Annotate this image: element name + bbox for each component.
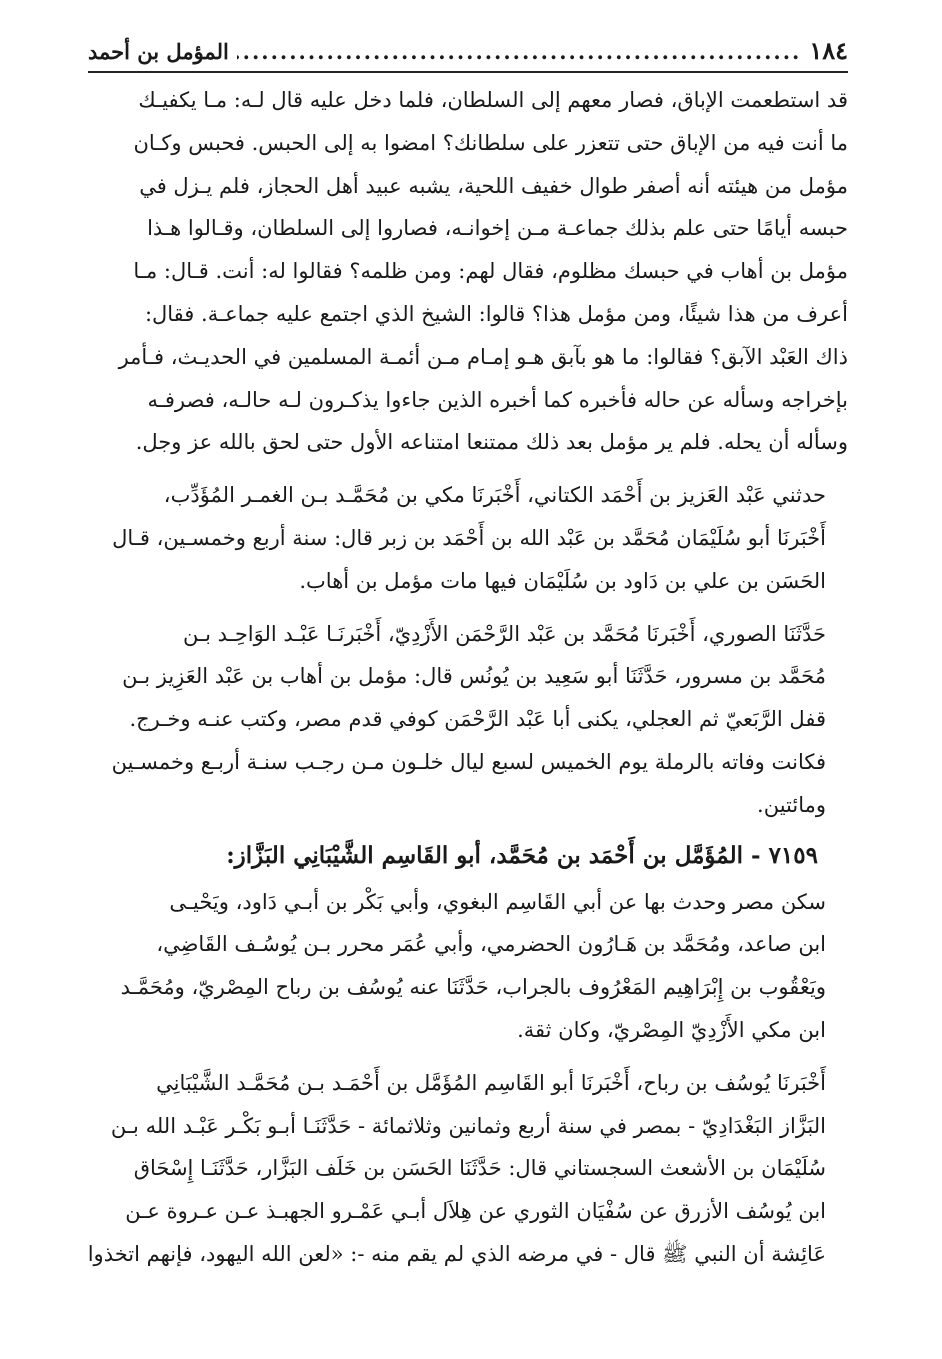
text-line: ابن يُوسُف الأزرق عن سُفْيَان الثوري عن هِلاَل أبـي عَمْـرو الجهبـذ عـن عـروة عـن	[125, 1199, 826, 1224]
text-line: ما أنت فيه من الإباق حتى تتعزر على سلطانك؟ امضوا به إلى الحبس. فحبس وكـان	[133, 130, 848, 155]
page-number: ١٨٤	[809, 36, 848, 65]
book-page	[88, 36, 848, 1276]
text-line: ذاك العَبْد الآبق؟ فقالوا: ما هو بآبق هـو إمـام مـن أئمـة المسلمين في الحديـث، فـأمر	[118, 344, 848, 369]
entry-paragraph-2	[88, 1062, 848, 1276]
text-line: مُحَمَّد بن مسرور، حَدَّثَنَا أبو سَعِيد بن يُونُس قال: مؤمل بن أهاب بن عَبْد العَزِيز بـن	[122, 664, 826, 689]
paragraph-3	[88, 613, 848, 827]
text-line: فكانت وفاته بالرملة يوم الخميس لسبع ليال خلـون مـن رجـب سنـة أربـع وخمسـين	[111, 749, 826, 774]
text-line: ويَعْقُوب بن إِبْرَاهِيم المَعْرُوف بالجراب، حَدَّثَنَا عنه يُوسُف بن رباح المِصْريّ، ومُحَمَّـد	[120, 975, 826, 1000]
running-head	[88, 36, 848, 67]
text-line: حدثني عَبْد العَزيز بن أَحْمَد الكتاني، أَخْبَرنَا مكي بن مُحَمَّـد بـن الغمـر المُؤَدِّب،	[163, 483, 826, 508]
text-line: أَخْبَرنَا يُوسُف بن رباح، أَخْبَرنَا أبو القَاسِم المُؤَمَّل بن أَحْمَـد بـن مُحَمَّـد الشَّيْبَانِي	[156, 1070, 826, 1095]
text-line: وسأله أن يحله. فلم ير مؤمل بعد ذلك ممتنعا امتناعه الأول حتى لحق بالله عز وجل.	[135, 430, 848, 455]
text-line: حبسه أيامًا حتى علم بذلك جماعـة مـن إخوانـه، فصاروا إلى السلطان، وقـالوا هـذا	[147, 216, 848, 241]
text-line: أعرف من هذا شيئًا، ومن مؤمل هذا؟ قالوا: الشيخ الذي اجتمع عليه جماعـة. فقال:	[144, 301, 848, 326]
text-line: مؤمل بن أهاب في حبسك مظلوم، فقال لهم: ومن ظلمه؟ فقالوا له: أنت. قـال: مـا	[133, 259, 848, 284]
paragraph-2	[88, 474, 848, 602]
text-line: بإخراجه وسأله عن حاله فأخبره كما أخبره الذين جاءوا يذكـرون لـه حالـه، فصرفـه	[147, 387, 848, 412]
entry-paragraph-1	[88, 881, 848, 1052]
text-line: ابن صاعد، ومُحَمَّد بن هَـارُون الحضرمي، وأبي عُمَر محرر بـن يُوسُـف القَاضِي،	[156, 932, 826, 957]
text-line: الحَسَن بن علي بن دَاود بن سُلَيْمَان فيها مات مؤمل بن أهاب.	[299, 568, 826, 593]
leader-dots	[237, 37, 802, 67]
text-line: عَائِشة أن النبي ﷺ قال - في مرضه الذي لم يقم منه -: «لعن الله اليهود، فإنهم اتخذوا	[88, 1241, 826, 1266]
header-rule	[88, 71, 848, 73]
text-line: أَخْبَرنَا أبو سُلَيْمَان مُحَمَّد بن عَبْد الله بن أَحْمَد بن زبر قال: سنة أربع وخمسـين، قـال	[112, 525, 826, 550]
running-title: المؤمل بن أحمد	[88, 39, 229, 64]
text-line: سُلَيْمَان بن الأشعث السجستاني قال: حَدَّثَنَا الحَسَن بن خَلَف البَزَّار، حَدَّثَنَـا إِسْحَاق	[133, 1156, 826, 1181]
text-line: حَدَّثَنَا الصوري، أَخْبَرنَا مُحَمَّد بن عَبْد الرَّحْمَن الأَزْدِيّ، أَخْبَرنَـا عَبْـد الوَاحِـد بـن	[182, 621, 826, 646]
text-line: سكن مصر وحدث بها عن أبي القَاسِم البغوي، وأبي بَكْر بن أبـي دَاود، ويَحْيـى	[169, 889, 826, 914]
entry-heading: ٧١٥٩ - المُؤَمَّل بن أَحْمَد بن مُحَمَّد، أبو القَاسِم الشَّيْبَانِي البَزَّاز:	[226, 841, 818, 869]
text-line: ابن مكي الأَزْدِيّ المِصْريّ، وكان ثقة.	[517, 1017, 826, 1042]
text-line: مؤمل من هيئته أنه أصفر طوال خفيف اللحية، يشبه عبيد أهل الحجاز، فلم يـزل في	[139, 173, 848, 198]
text-line: قد استطعمت الإباق، فصار معهم إلى السلطان، فلما دخل عليه قال لـه: مـا يكفيـك	[138, 88, 848, 112]
text-line: ومائتين.	[757, 792, 826, 817]
paragraph-1	[88, 79, 848, 464]
text-line: البَزَّاز البَغْدَادِيّ - بمصر في سنة أربع وثمانين وثلاثمائة - حَدَّثَنَـا أبـو بَكْـر عَبْـد الله بـن	[110, 1113, 826, 1138]
text-line: قفل الرَّبَعيّ ثم العجلي، يكنى أبا عَبْد الرَّحْمَن كوفي قدم مصر، وكتب عنـه وخـرج.	[129, 707, 826, 732]
